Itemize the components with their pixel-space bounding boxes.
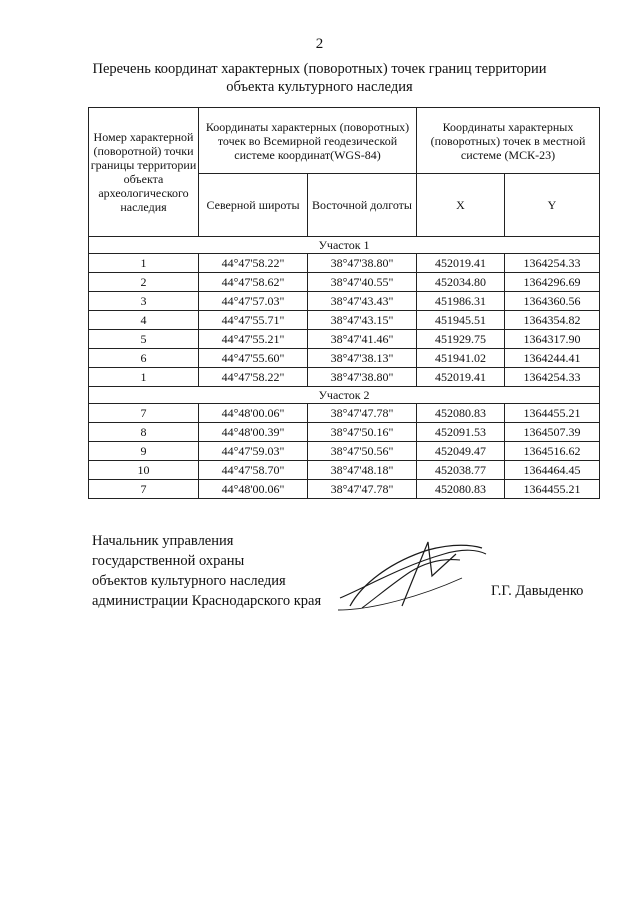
cell-y: 1364296.69	[505, 273, 600, 292]
cell-y: 1364360.56	[505, 292, 600, 311]
table-row	[89, 349, 600, 368]
cell-number: 2	[89, 273, 199, 292]
cell-lon: 38°47'41.46"	[308, 330, 417, 349]
cell-lon: 38°47'43.15"	[308, 311, 417, 330]
cell-y: 1364455.21	[505, 480, 600, 499]
cell-x: 452080.83	[417, 404, 505, 423]
cell-lon: 38°47'47.78"	[308, 480, 417, 499]
cell-y: 1364317.90	[505, 330, 600, 349]
cell-number: 5	[89, 330, 199, 349]
header-east-lon: Восточной долготы	[308, 174, 417, 237]
cell-number: 1	[89, 368, 199, 387]
cell-number: 8	[89, 423, 199, 442]
cell-lat: 44°47'58.62"	[199, 273, 308, 292]
cell-lon: 38°47'38.13"	[308, 349, 417, 368]
section-row	[89, 237, 600, 254]
cell-number: 1	[89, 254, 199, 273]
coordinates-table	[88, 107, 600, 499]
cell-lat: 44°47'55.60"	[199, 349, 308, 368]
cell-lat: 44°47'55.71"	[199, 311, 308, 330]
cell-y: 1364254.33	[505, 254, 600, 273]
cell-x: 451986.31	[417, 292, 505, 311]
cell-number: 7	[89, 404, 199, 423]
cell-x: 452019.41	[417, 254, 505, 273]
cell-lat: 44°48'00.06"	[199, 480, 308, 499]
cell-lon: 38°47'47.78"	[308, 404, 417, 423]
table-row	[89, 368, 600, 387]
cell-lon: 38°47'48.18"	[308, 461, 417, 480]
cell-lat: 44°47'57.03"	[199, 292, 308, 311]
position-line-3: объектов культурного наследия	[92, 573, 286, 589]
cell-x: 452038.77	[417, 461, 505, 480]
header-point-number: Номер характерной (поворотной) точки границы территории объекта археологического наследия	[89, 108, 199, 237]
cell-lat: 44°47'58.22"	[199, 368, 308, 387]
cell-number: 3	[89, 292, 199, 311]
cell-y: 1364455.21	[505, 404, 600, 423]
cell-y: 1364464.45	[505, 461, 600, 480]
cell-lat: 44°47'58.22"	[199, 254, 308, 273]
handwritten-signature	[332, 536, 492, 616]
signer-name: Г.Г. Давыденко	[491, 583, 584, 599]
section-row	[89, 387, 600, 404]
section-title: Участок 1	[89, 237, 600, 254]
cell-x: 451929.75	[417, 330, 505, 349]
table-row	[89, 461, 600, 480]
cell-x: 452049.47	[417, 442, 505, 461]
cell-number: 4	[89, 311, 199, 330]
cell-y: 1364254.33	[505, 368, 600, 387]
table-row	[89, 273, 600, 292]
header-wgs-group: Координаты характерных (поворотных) точек во Всемирной геодезической системе координат(WGS-84)	[199, 108, 417, 174]
cell-x: 452034.80	[417, 273, 505, 292]
header-x: X	[417, 174, 505, 237]
cell-lon: 38°47'38.80"	[308, 254, 417, 273]
header-north-lat: Северной широты	[199, 174, 308, 237]
cell-lat: 44°47'59.03"	[199, 442, 308, 461]
cell-number: 7	[89, 480, 199, 499]
table-row	[89, 404, 600, 423]
signature-block	[92, 531, 321, 611]
cell-lat: 44°47'55.21"	[199, 330, 308, 349]
cell-y: 1364244.41	[505, 349, 600, 368]
cell-x: 452019.41	[417, 368, 505, 387]
cell-lon: 38°47'50.16"	[308, 423, 417, 442]
table-row	[89, 254, 600, 273]
table-row	[89, 442, 600, 461]
cell-x: 451945.51	[417, 311, 505, 330]
cell-lat: 44°48'00.06"	[199, 404, 308, 423]
table-row	[89, 423, 600, 442]
title-line-1: Перечень координат характерных (поворотных) точек границ территории	[92, 61, 547, 77]
cell-number: 6	[89, 349, 199, 368]
cell-y: 1364516.62	[505, 442, 600, 461]
cell-lon: 38°47'43.43"	[308, 292, 417, 311]
position-line-2: государственной охраны	[92, 553, 245, 569]
table-row	[89, 330, 600, 349]
cell-y: 1364507.39	[505, 423, 600, 442]
document-title	[60, 60, 579, 96]
cell-lon: 38°47'40.55"	[308, 273, 417, 292]
cell-lon: 38°47'50.56"	[308, 442, 417, 461]
position-line-1: Начальник управления	[92, 533, 234, 549]
cell-lon: 38°47'38.80"	[308, 368, 417, 387]
table-row	[89, 292, 600, 311]
cell-y: 1364354.82	[505, 311, 600, 330]
cell-lat: 44°47'58.70"	[199, 461, 308, 480]
header-y: Y	[505, 174, 600, 237]
cell-x: 451941.02	[417, 349, 505, 368]
cell-x: 452080.83	[417, 480, 505, 499]
section-title: Участок 2	[89, 387, 600, 404]
position-line-4: администрации Краснодарского края	[92, 593, 322, 609]
header-msk-group: Координаты характерных (поворотных) точек в местной системе (МСК-23)	[417, 108, 600, 174]
cell-lat: 44°48'00.39"	[199, 423, 308, 442]
table-row	[89, 311, 600, 330]
cell-x: 452091.53	[417, 423, 505, 442]
cell-number: 9	[89, 442, 199, 461]
page-number: 2	[315, 36, 324, 52]
title-line-2: объекта культурного наследия	[226, 79, 413, 95]
cell-number: 10	[89, 461, 199, 480]
table-row	[89, 480, 600, 499]
